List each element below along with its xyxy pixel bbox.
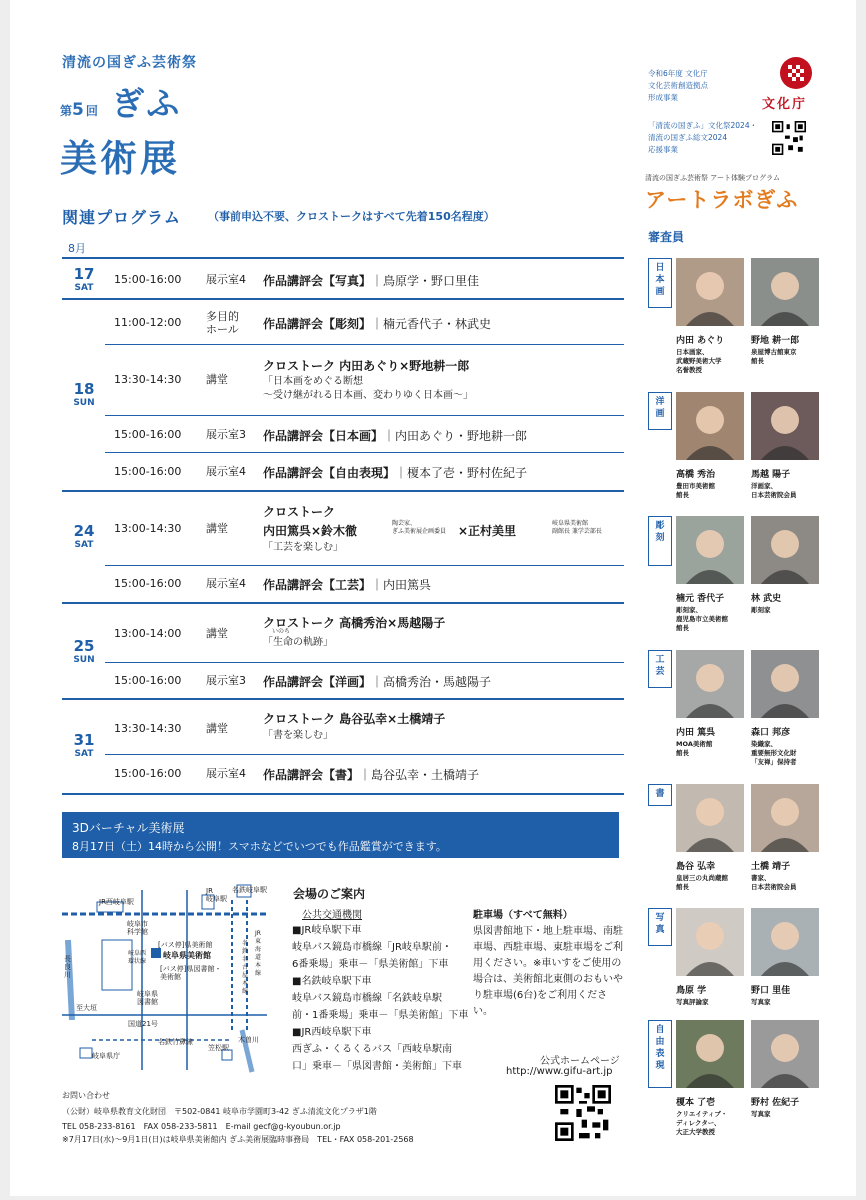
homepage-qr-code[interactable]: [555, 1085, 611, 1141]
judge-title: 写真家: [751, 998, 771, 1006]
schedule-divider: [105, 754, 624, 755]
event-room: 多目的 ホール: [206, 310, 239, 336]
event-time: 13:30-14:30: [114, 722, 182, 735]
parking-title: 駐車場（すべて無料）: [473, 910, 573, 921]
judge-name: 高橋 秀治: [676, 470, 716, 480]
judge-photo: [676, 784, 744, 852]
map-label-ogaki: 至大垣: [76, 1004, 97, 1012]
judge-name: 内田 篤呉: [676, 728, 716, 738]
event-time: 15:00-16:00: [114, 767, 182, 780]
map-label-library: 岐阜県 図書館: [137, 990, 158, 1006]
judge-name: 林 武史: [751, 594, 782, 604]
exhibition-title-line1: [60, 78, 181, 125]
access-line: 西ぎふ・くるくるバス「西岐阜駅南: [292, 1044, 452, 1055]
event-title-line2a: 内田篤呉×鈴木徹: [263, 524, 358, 538]
access-line: 口」乗車－「県図書館・美術館」下車: [292, 1061, 462, 1072]
event-time: 13:00-14:00: [114, 627, 182, 640]
judge-title: 皇居三の丸尚蔵館 館長: [676, 874, 728, 891]
month-label: 8月: [68, 242, 86, 255]
ruby-reading: いのち: [272, 628, 291, 635]
schedule-divider: [105, 344, 624, 345]
judge-title: 洋画家、 日本芸術院会員: [751, 482, 797, 499]
event-subtitle: 「書を楽しむ」: [263, 730, 333, 741]
judge-category-label: 自 由 表 現: [648, 1020, 672, 1088]
event-title-line2b: ×正村美里: [458, 524, 517, 538]
schedule-divider: [62, 602, 624, 604]
event-time: 15:00-16:00: [114, 273, 182, 286]
event-room: 講堂: [206, 722, 228, 735]
event-title: 作品講評会【工芸】｜内田篤呉: [263, 578, 432, 592]
map-label-nagara: 長良川: [64, 955, 71, 979]
map-label-jr-gifu: JR 岐阜駅: [206, 887, 227, 903]
flyer-page: [10, 0, 856, 1196]
judge-photo: [751, 258, 819, 326]
contact-note: ※7月17日(水)～9月1日(日)は岐阜県美術館内 ぎふ美術展臨時事務局 TEL・FAX 058-201-2568: [62, 1135, 414, 1144]
support-project-text: 「清流の国ぎふ」文化祭2024・ 清流の国ぎふ総文2024 応援事業: [648, 121, 758, 154]
map-label-meitetsu-line: 名鉄名古屋本線: [242, 940, 249, 995]
artlabo-subtitle: 清流の国ぎふ芸術祭 アート体験プログラム: [645, 174, 780, 182]
parking-body: 県図書館地下・地上駐車場、南駐車場、西駐車場、東駐車場をご利用ください。※車いすをご使用の場合は、美術館北東側のおもいやり駐車場(6台)をご利用ください。: [473, 926, 623, 1017]
event-time: 13:00-14:30: [114, 522, 182, 535]
judge-name: 土橋 靖子: [751, 862, 791, 872]
event-subtitle: 「生命の軌跡」: [263, 637, 333, 648]
event-time: 15:00-16:00: [114, 674, 182, 687]
judge-name: 野口 里佳: [751, 986, 791, 996]
event-subtitle: 「工芸を楽しむ」: [263, 542, 343, 553]
edition-suffix: 回: [85, 104, 98, 118]
judge-category-label: 写 真: [648, 908, 672, 946]
artlabo-logo: アートラボぎふ: [645, 188, 799, 212]
event-subtitle: 「日本画をめぐる断想 ～受け継がれる日本画、変わりゆく日本画～」: [263, 376, 473, 401]
judge-name: 森口 邦彦: [751, 728, 791, 738]
judge-name: 鳥原 学: [676, 986, 707, 996]
event-title: クロストーク: [263, 505, 336, 519]
agency-project-text: 令和6年度 文化庁 文化芸術創造拠点 形成事業: [648, 69, 708, 102]
map-label-pref-office: 岐阜県庁: [92, 1052, 120, 1060]
judge-category-label: 彫 刻: [648, 516, 672, 566]
access-line: ■JR岐阜駅下車: [292, 925, 362, 936]
guest-affiliation: 陶芸家、 ぎふ美術展企画委員: [392, 520, 447, 535]
event-room: 講堂: [206, 627, 228, 640]
map-label-kasamatsu: 笠松駅: [208, 1044, 229, 1052]
homepage-label: 公式ホームページ: [540, 1056, 620, 1067]
contact-org: （公財）岐阜県教育文化財団 〒502-0841 岐阜市学園町3-42 ぎふ清流文化プラザ1階: [62, 1107, 377, 1116]
title-gifu: ぎふ: [111, 84, 182, 123]
event-room: 講堂: [206, 522, 228, 535]
event-title: 作品講評会【洋画】｜高橋秀治・馬越陽子: [263, 675, 492, 689]
event-title: クロストーク 内田あぐり×野地耕一郎: [263, 359, 470, 373]
judge-title: 染織家、 重要無形文化財 「友禅」保持者: [751, 740, 797, 766]
judge-name: 馬越 陽子: [751, 470, 791, 480]
judge-name: 榎本 了壱: [676, 1098, 716, 1108]
event-room: 展示室3: [206, 674, 246, 687]
map-label-ring-road: 岐阜西 環状線: [128, 950, 147, 965]
public-transport-label: 公共交通機関: [302, 910, 362, 921]
access-line: 前・1番乗場」乗車－「県美術館」下車: [292, 1010, 469, 1021]
schedule-divider: [62, 490, 624, 492]
date-25: 25 SUN: [73, 637, 95, 665]
event-time: 15:00-16:00: [114, 428, 182, 441]
judge-category-label: 日 本 画: [648, 258, 672, 308]
guest-affiliation: 岐阜県美術館 副館長 兼学芸部長: [552, 520, 602, 535]
exhibition-title-line2: 美術展: [60, 137, 180, 180]
event-room: 展示室4: [206, 273, 246, 286]
event-title: 作品講評会【自由表現】｜榎本了壱・野村佐紀子: [263, 466, 528, 480]
event-title: クロストーク 島谷弘幸×土橋靖子: [263, 712, 446, 726]
judge-photo: [751, 516, 819, 584]
schedule-divider: [62, 698, 624, 700]
map-label-takehana-line: 名鉄竹鼻線: [158, 1038, 193, 1046]
program-title: 関連プログラム: [62, 208, 181, 227]
judge-title: 写真家: [751, 1110, 771, 1118]
access-line: ■JR西岐阜駅下車: [292, 1027, 372, 1038]
judge-title: 書家、 日本芸術院会員: [751, 874, 797, 891]
judge-photo: [751, 392, 819, 460]
event-time: 11:00-12:00: [114, 316, 182, 329]
map-label-jr-nishigifu: JR西岐阜駅: [99, 898, 134, 906]
date-17: 17 SAT: [73, 265, 95, 293]
judge-photo: [676, 650, 744, 718]
event-time: 15:00-16:00: [114, 465, 182, 478]
homepage-url[interactable]: http://www.gifu-art.jp: [506, 1066, 613, 1077]
event-title: 作品講評会【彫刻】｜楠元香代子・林武史: [263, 317, 492, 331]
map-label-bus-stop-museum: [バス停]県美術館: [158, 941, 213, 949]
date-18: 18 SUN: [73, 380, 95, 408]
judge-photo: [751, 784, 819, 852]
contact-label: お問い合わせ: [62, 1091, 110, 1100]
judge-category-label: 書: [648, 784, 672, 806]
judge-photo: [751, 650, 819, 718]
event-room: 展示室4: [206, 767, 246, 780]
judge-name: 島谷 弘幸: [676, 862, 716, 872]
judge-name: 野地 耕一郎: [751, 336, 800, 346]
virtual-desc: 8月17日（土）14時から公開！スマホなどでいつでも作品鑑賞ができます。: [72, 840, 447, 853]
map-label-museum: 岐阜県美術館: [163, 951, 211, 960]
event-room: 展示室4: [206, 577, 246, 590]
judge-title: 写真評論家: [676, 998, 709, 1006]
map-label-science-museum: 岐阜市 科学館: [127, 920, 148, 936]
schedule-divider: [105, 415, 624, 416]
schedule-divider: [62, 257, 624, 259]
bunkacho-label: 文化庁: [762, 97, 808, 112]
event-title: 作品講評会【写真】｜鳥原学・野口里佳: [263, 274, 480, 288]
judge-category-label: 洋 画: [648, 392, 672, 430]
virtual-title: 3Dバーチャル美術展: [72, 821, 185, 835]
event-room: 展示室4: [206, 465, 246, 478]
event-title: 作品講評会【書】｜島谷弘幸・土橋靖子: [263, 768, 480, 782]
judge-photo: [751, 908, 819, 976]
judge-title: 彫刻家: [751, 606, 771, 614]
judge-title: クリエイティブ・ ディレクター、 大正大学教授: [676, 1110, 728, 1136]
map-label-jr-line: JR東海道本線: [255, 930, 262, 977]
judge-category-label: 工 芸: [648, 650, 672, 688]
judge-title: 日本画家、 武蔵野美術大学 名誉教授: [676, 348, 722, 374]
schedule-divider: [105, 662, 624, 663]
contact-tel: TEL 058-233-8161 FAX 058-233-5811 E-mail gecf@g-kyoubun.or.jp: [62, 1122, 341, 1131]
event-time: 13:30-14:30: [114, 373, 182, 386]
access-line: 6番乗場」乗車－「県美術館」下車: [292, 959, 449, 970]
judge-photo: [676, 516, 744, 584]
event-room: 展示室3: [206, 428, 246, 441]
map-label-route21: 国道21号: [128, 1020, 158, 1028]
judge-title: 彫刻家、 鹿児島市立美術館 館長: [676, 606, 728, 632]
access-line: ■名鉄岐阜駅下車: [292, 976, 372, 987]
judge-name: 内田 あぐり: [676, 336, 725, 346]
schedule-divider: [62, 298, 624, 300]
support-qr-code[interactable]: [772, 121, 806, 155]
judge-photo: [676, 392, 744, 460]
judge-name: 楠元 香代子: [676, 594, 725, 604]
judge-name: 野村 佐紀子: [751, 1098, 800, 1108]
date-24: 24 SAT: [73, 522, 95, 550]
event-room: 講堂: [206, 373, 228, 386]
judges-title: 審査員: [648, 230, 685, 244]
judge-title: 豊田市美術館 館長: [676, 482, 715, 499]
schedule-divider: [105, 452, 624, 453]
bunkacho-logo-icon: [778, 55, 814, 91]
festival-subtitle: 清流の国ぎふ芸術祭: [62, 55, 197, 71]
judge-photo: [676, 908, 744, 976]
map-label-bus-stop-library: [バス停]県図書館・ 美術館: [160, 965, 222, 981]
date-31: 31 SAT: [73, 731, 95, 759]
judge-photo: [751, 1020, 819, 1088]
access-line: 岐阜バス鏡島市橋線「名鉄岐阜駅: [292, 993, 442, 1004]
virtual-exhibition-banner: [62, 812, 619, 858]
map-label-meitetsu-gifu: 名鉄岐阜駅: [232, 886, 267, 894]
judge-photo: [676, 1020, 744, 1088]
map-label-kisogawa: 木曽川: [238, 1036, 259, 1044]
judge-photo: [676, 258, 744, 326]
judge-title: 泉屋博古館東京 館長: [751, 348, 797, 365]
access-title: 会場のご案内: [293, 887, 366, 901]
event-title: クロストーク 高橋秀治×馬越陽子: [263, 616, 446, 630]
access-line: 岐阜バス鏡島市橋線「JR岐阜駅前・: [292, 942, 452, 953]
edition-prefix: 第: [60, 104, 73, 118]
edition-number: 5: [72, 100, 86, 120]
event-title: 作品講評会【日本画】｜内田あぐり・野地耕一郎: [263, 429, 528, 443]
program-note: （事前申込不要、クロストークはすべて先着150名程度）: [208, 210, 495, 223]
judge-title: MOA美術館 館長: [676, 740, 713, 757]
event-time: 15:00-16:00: [114, 577, 182, 590]
schedule-divider: [105, 565, 624, 566]
schedule-divider: [62, 793, 624, 795]
